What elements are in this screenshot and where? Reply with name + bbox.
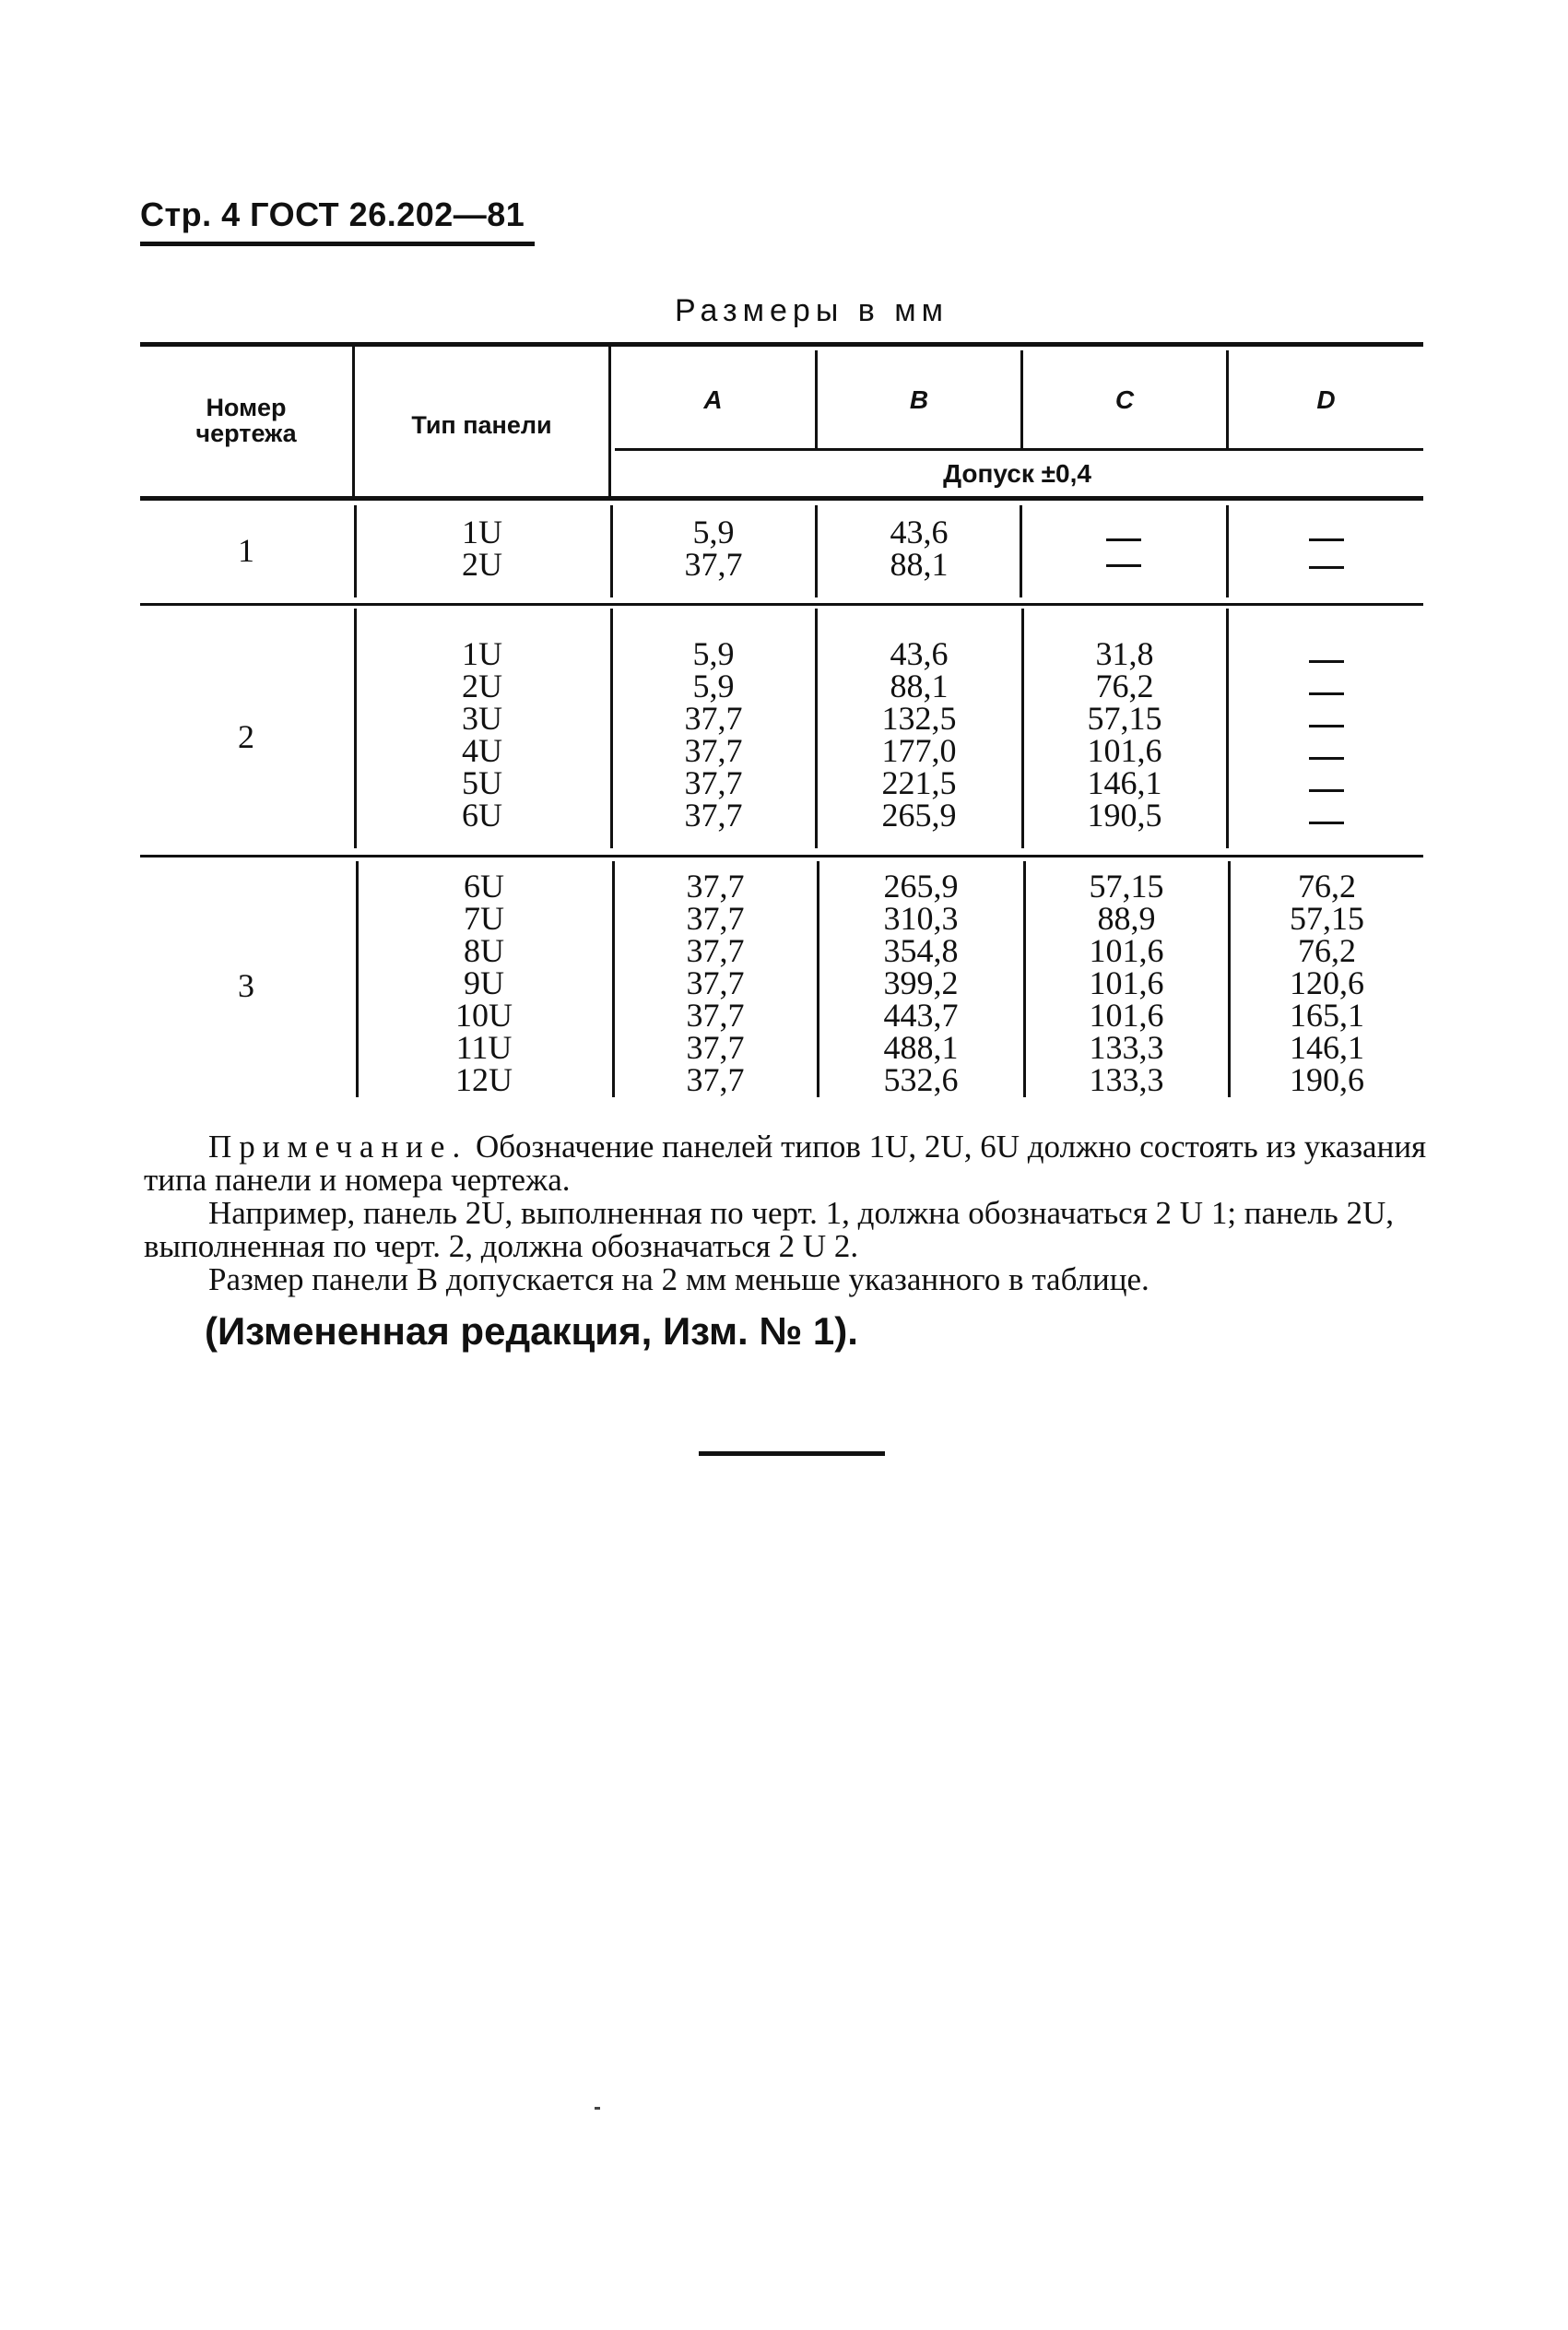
note-line-1: Обозначение панелей типов 1U, 2U, 6U должно состоять из указания типа панели и номера чертежа. bbox=[144, 1129, 1427, 1198]
header-bottom-rule bbox=[140, 496, 1423, 501]
header-panel-type: Тип панели bbox=[411, 411, 552, 439]
body-rule-d-1 bbox=[1226, 505, 1229, 597]
values-c: 57,15 88,9 101,6 101,6 101,6 133,3 133,3 bbox=[1089, 868, 1164, 1098]
header-rule bbox=[140, 242, 535, 246]
header-col-d: D bbox=[1316, 385, 1336, 414]
dash bbox=[1309, 692, 1344, 695]
values-c: 31,8 76,2 57,15 101,6 146,1 190,5 bbox=[1087, 635, 1162, 834]
header-col-c: C bbox=[1114, 385, 1135, 414]
end-rule bbox=[699, 1451, 885, 1456]
drawing-number: 1 bbox=[238, 532, 254, 569]
dash bbox=[1309, 566, 1344, 569]
header-col-b: B bbox=[909, 385, 929, 414]
body-rule-d-2 bbox=[1226, 609, 1229, 848]
note-example: Например, панель 2U, выполненная по черт. 1, должна обозначаться 2 U 1; панель 2U, выполненная по черт. 2, должна обозначаться 2 U 2. bbox=[144, 1195, 1395, 1264]
dash bbox=[1309, 660, 1344, 663]
values-a: 5,9 37,7 bbox=[684, 514, 743, 583]
print-speck bbox=[595, 2107, 600, 2110]
values-b: 43,6 88,1 bbox=[890, 514, 949, 583]
header-col-a: A bbox=[703, 385, 723, 414]
header-sub-rule bbox=[615, 448, 1423, 451]
dash bbox=[1106, 538, 1141, 541]
amendment-note: (Измененная редакция, Изм. № 1). bbox=[205, 1309, 858, 1353]
values-b: 43,6 88,1 132,5 177,0 221,5 265,9 bbox=[881, 635, 957, 834]
values-a: 37,7 37,7 37,7 37,7 37,7 37,7 37,7 bbox=[686, 868, 745, 1098]
values-a: 5,9 5,9 37,7 37,7 37,7 37,7 bbox=[684, 635, 743, 834]
dash bbox=[1309, 789, 1344, 792]
note-paragraph bbox=[144, 1130, 1430, 1197]
note-label: Примечание. bbox=[208, 1129, 468, 1165]
drawing-number: 3 bbox=[238, 967, 254, 1004]
dash bbox=[1309, 725, 1344, 727]
panel-types: 6U 7U 8U 9U 10U 11U 12U bbox=[455, 868, 513, 1098]
dash bbox=[1309, 538, 1344, 541]
values-d: 76,2 57,15 76,2 120,6 165,1 146,1 190,6 bbox=[1290, 868, 1364, 1098]
group1-bottom-rule bbox=[140, 603, 1423, 606]
drawing-number: 2 bbox=[238, 718, 254, 755]
panel-types: 1U 2U 3U 4U 5U 6U bbox=[462, 635, 502, 834]
header-drawing-number: Номер чертежа bbox=[195, 394, 297, 447]
header-tolerance: Допуск ±0,4 bbox=[943, 459, 1091, 488]
dash bbox=[1106, 564, 1141, 567]
table-caption: Размеры в мм bbox=[674, 293, 949, 328]
page-header: Стр. 4 ГОСТ 26.202—81 bbox=[140, 195, 525, 233]
table-top-rule bbox=[140, 342, 1423, 347]
group2-bottom-rule bbox=[140, 855, 1423, 857]
dash bbox=[1309, 757, 1344, 760]
note-size-remark: Размер панели B допускается на 2 мм меньше указанного в таблице. bbox=[208, 1261, 1149, 1297]
values-b: 265,9 310,3 354,8 399,2 443,7 488,1 532,6 bbox=[883, 868, 959, 1098]
dash bbox=[1309, 822, 1344, 824]
panel-types: 1U 2U bbox=[462, 514, 502, 583]
